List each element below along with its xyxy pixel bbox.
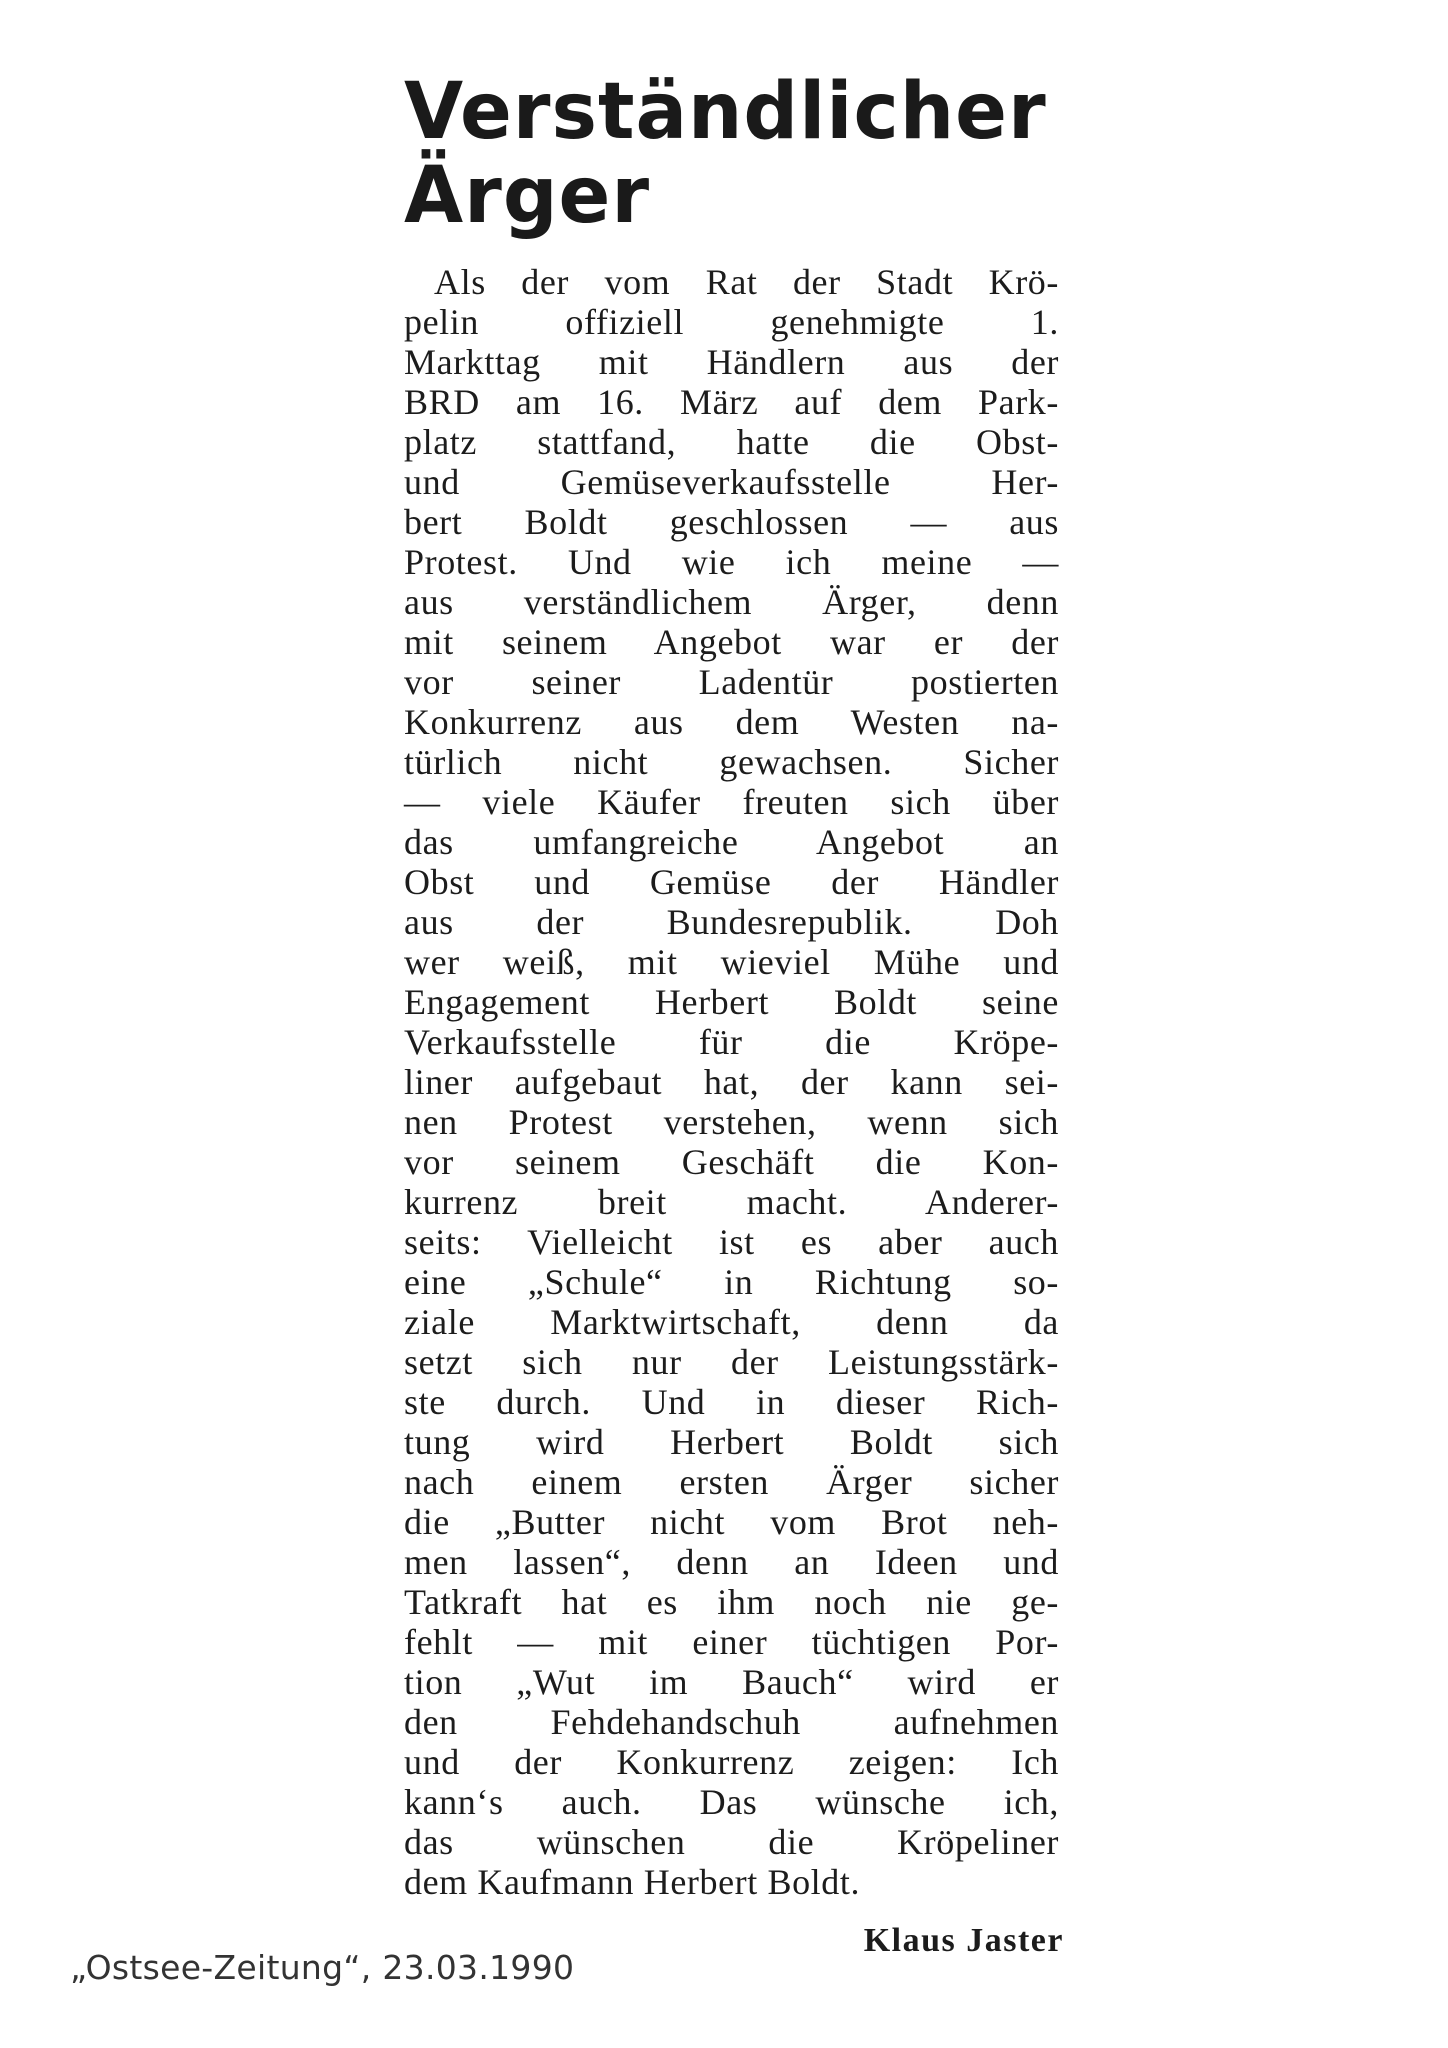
article-line: mit seinem Angebot war er der <box>404 622 1059 662</box>
article-line: Verkaufsstelle für die Kröpe- <box>404 1022 1059 1062</box>
article-line: aus der Bundesrepublik. Doh <box>404 902 1059 942</box>
article-line: das umfangreiche Angebot an <box>404 822 1059 862</box>
article-line: wer weiß, mit wieviel Mühe und <box>404 942 1059 982</box>
article-line: kann‘s auch. Das wünsche ich, <box>404 1782 1059 1822</box>
article-line: vor seiner Ladentür postierten <box>404 662 1059 702</box>
article-line: liner aufgebaut hat, der kann sei- <box>404 1062 1059 1102</box>
article-body <box>404 262 1059 1902</box>
article-author: Klaus Jaster <box>863 1922 1064 1959</box>
headline-line-2: Ärger <box>404 151 651 241</box>
article-line: men lassen“, denn an Ideen und <box>404 1542 1059 1582</box>
article-line: Konkurrenz aus dem Westen na- <box>404 702 1059 742</box>
article-line: bert Boldt geschlossen — aus <box>404 502 1059 542</box>
article-line: tion „Wut im Bauch“ wird er <box>404 1662 1059 1702</box>
article-line: vor seinem Geschäft die Kon- <box>404 1142 1059 1182</box>
article-line: das wünschen die Kröpeliner <box>404 1822 1059 1862</box>
article-line: Engagement Herbert Boldt seine <box>404 982 1059 1022</box>
article-line: die „Butter nicht vom Brot neh- <box>404 1502 1059 1542</box>
source-caption: „Ostsee-Zeitung“, 23.03.1990 <box>70 1948 575 1987</box>
article-line: den Fehdehandschuh aufnehmen <box>404 1702 1059 1742</box>
article-line: und Gemüseverkaufsstelle Her- <box>404 462 1059 502</box>
article-line: Obst und Gemüse der Händler <box>404 862 1059 902</box>
article-line: Als der vom Rat der Stadt Krö- <box>434 262 1059 302</box>
article-line: BRD am 16. März auf dem Park- <box>404 382 1059 422</box>
article-headline <box>404 67 1070 241</box>
article-line: fehlt — mit einer tüchtigen Por- <box>404 1622 1059 1662</box>
article-line: eine „Schule“ in Richtung so- <box>404 1262 1059 1302</box>
article-line: setzt sich nur der Leistungsstärk- <box>404 1342 1059 1382</box>
article-line: seits: Vielleicht ist es aber auch <box>404 1222 1059 1262</box>
headline-line-1: Verständlicher <box>404 67 1047 157</box>
article-line: und der Konkurrenz zeigen: Ich <box>404 1742 1059 1782</box>
article-line: nach einem ersten Ärger sicher <box>404 1462 1059 1502</box>
article-line: platz stattfand, hatte die Obst- <box>404 422 1059 462</box>
article-line: türlich nicht gewachsen. Sicher <box>404 742 1059 782</box>
article-line: dem Kaufmann Herbert Boldt. <box>404 1862 861 1902</box>
article-line: pelin offiziell genehmigte 1. <box>404 302 1059 342</box>
article-line: Markttag mit Händlern aus der <box>404 342 1059 382</box>
article-line: ste durch. Und in dieser Rich- <box>404 1382 1059 1422</box>
article-line: Tatkraft hat es ihm noch nie ge- <box>404 1582 1059 1622</box>
article-line: Protest. Und wie ich meine — <box>404 542 1059 582</box>
article-line: kurrenz breit macht. Anderer- <box>404 1182 1059 1222</box>
article-line: nen Protest verstehen, wenn sich <box>404 1102 1059 1142</box>
article-line: — viele Käufer freuten sich über <box>404 782 1059 822</box>
article-line: aus verständlichem Ärger, denn <box>404 582 1059 622</box>
article-line: tung wird Herbert Boldt sich <box>404 1422 1059 1462</box>
article-line: ziale Marktwirtschaft, denn da <box>404 1302 1059 1342</box>
